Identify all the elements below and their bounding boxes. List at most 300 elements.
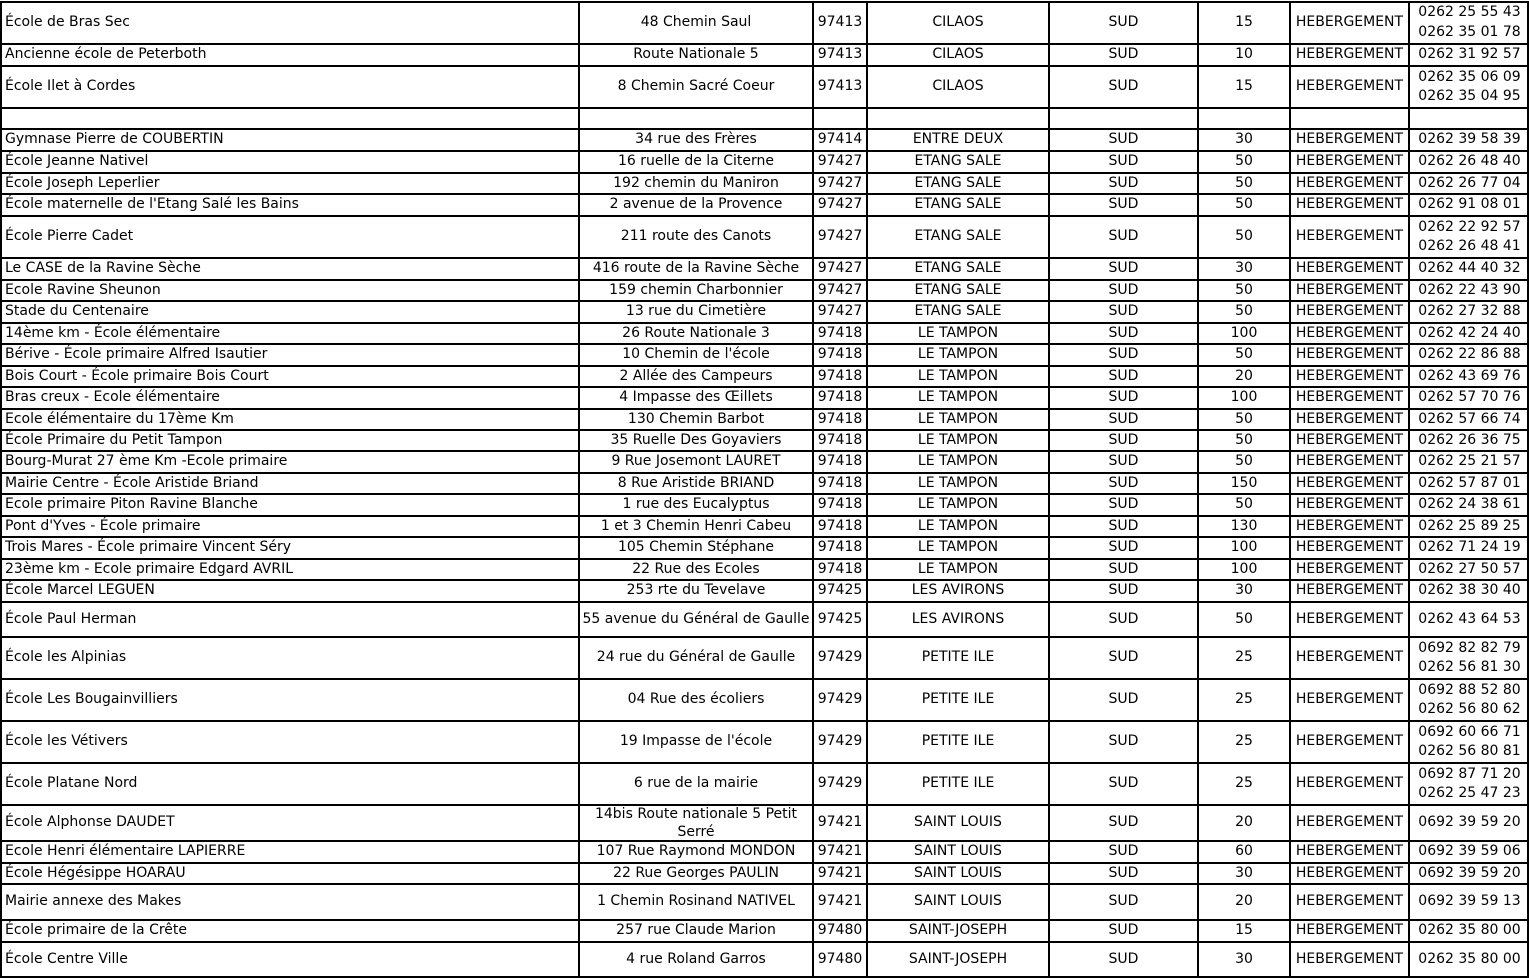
cell-address[interactable]: [580, 2, 812, 43]
cell-capacity[interactable]: [1199, 538, 1289, 558]
cell-city[interactable]: [868, 302, 1048, 322]
cell-address[interactable]: [580, 603, 812, 636]
cell-zone[interactable]: [1050, 217, 1197, 257]
cell-postal-code[interactable]: [814, 67, 866, 107]
cell-postal-code[interactable]: [814, 388, 866, 408]
cell-capacity[interactable]: [1199, 842, 1289, 862]
cell-postal-code[interactable]: [814, 806, 866, 840]
cell-type[interactable]: [1291, 603, 1408, 636]
cell-city[interactable]: [868, 764, 1048, 804]
cell-zone[interactable]: [1050, 638, 1197, 678]
cell-name-text: Bras creux - Ecole élémentaire: [5, 389, 220, 406]
cell-type[interactable]: [1291, 943, 1408, 976]
cell-zone[interactable]: [1050, 806, 1197, 840]
cell-capacity[interactable]: [1199, 764, 1289, 804]
cell-phone[interactable]: [1410, 581, 1529, 601]
cell-capacity[interactable]: [1199, 302, 1289, 322]
cell-address[interactable]: [580, 367, 812, 386]
cell-city[interactable]: [868, 388, 1048, 408]
cell-city[interactable]: [868, 680, 1048, 720]
cell-phone[interactable]: [1410, 345, 1529, 365]
cell-address[interactable]: [580, 67, 812, 107]
cell-address[interactable]: [580, 638, 812, 678]
cell-phone[interactable]: [1410, 2, 1529, 43]
cell-zone[interactable]: [1050, 281, 1197, 300]
cell-type[interactable]: [1291, 638, 1408, 678]
cell-postal-code[interactable]: [814, 367, 866, 386]
cell-address[interactable]: [580, 174, 812, 193]
cell-postal-code[interactable]: [814, 921, 866, 941]
cell-phone[interactable]: [1410, 130, 1529, 150]
cell-phone[interactable]: [1410, 152, 1529, 172]
cell-capacity[interactable]: [1199, 452, 1289, 472]
cell-postal-code[interactable]: [814, 764, 866, 804]
cell-name[interactable]: [2, 324, 578, 343]
cell-name[interactable]: [2, 885, 578, 919]
cell-capacity[interactable]: [1199, 345, 1289, 365]
cell-name[interactable]: [2, 864, 578, 883]
cell-name[interactable]: [2, 680, 578, 720]
cell-zone[interactable]: [1050, 367, 1197, 386]
cell-city[interactable]: [868, 864, 1048, 883]
cell-phone[interactable]: [1410, 638, 1529, 678]
cell-name[interactable]: [2, 921, 578, 941]
cell-phone[interactable]: [1410, 174, 1529, 193]
cell-type[interactable]: [1291, 764, 1408, 804]
cell-postal-code[interactable]: [814, 603, 866, 636]
cell-address[interactable]: [580, 281, 812, 300]
cell-phone[interactable]: [1410, 495, 1529, 515]
cell-capacity[interactable]: [1199, 130, 1289, 150]
cell-city[interactable]: [868, 495, 1048, 515]
cell-type[interactable]: [1291, 921, 1408, 941]
cell-capacity[interactable]: [1199, 680, 1289, 720]
cell-type[interactable]: [1291, 581, 1408, 601]
cell-type[interactable]: [1291, 864, 1408, 883]
cell-postal-code[interactable]: [814, 474, 866, 493]
cell-address[interactable]: [580, 431, 812, 450]
cell-postal-code[interactable]: [814, 431, 866, 450]
cell-type[interactable]: [1291, 538, 1408, 558]
cell-zone[interactable]: [1050, 495, 1197, 515]
cell-phone[interactable]: [1410, 474, 1529, 493]
cell-city[interactable]: [868, 943, 1048, 976]
cell-type[interactable]: [1291, 324, 1408, 343]
cell-capacity[interactable]: [1199, 388, 1289, 408]
phone-number: 0262 22 86 88: [1418, 346, 1521, 363]
cell-phone[interactable]: [1410, 764, 1529, 804]
cell-name[interactable]: [2, 45, 578, 65]
cell-capacity[interactable]: [1199, 45, 1289, 65]
cell-zone[interactable]: [1050, 2, 1197, 43]
cell-address-text: 416 route de la Ravine Sèche: [592, 260, 800, 277]
cell-capacity[interactable]: [1199, 943, 1289, 976]
cell-city[interactable]: [868, 324, 1048, 343]
cell-city[interactable]: [868, 195, 1048, 215]
cell-city[interactable]: [868, 538, 1048, 558]
cell-type[interactable]: [1291, 410, 1408, 429]
cell-name[interactable]: [2, 388, 578, 408]
cell-type[interactable]: [1291, 2, 1408, 43]
phone-number: 0262 26 36 75: [1418, 431, 1521, 448]
cell-type[interactable]: [1291, 281, 1408, 300]
cell-zone[interactable]: [1050, 152, 1197, 172]
cell-phone[interactable]: [1410, 517, 1529, 536]
cell-type[interactable]: [1291, 152, 1408, 172]
cell-type[interactable]: [1291, 722, 1408, 762]
cell-type[interactable]: [1291, 560, 1408, 579]
cell-postal-code[interactable]: [814, 452, 866, 472]
cell-name[interactable]: [2, 302, 578, 322]
cell-city[interactable]: [868, 281, 1048, 300]
cell-capacity[interactable]: [1199, 367, 1289, 386]
cell-name[interactable]: [2, 130, 578, 150]
cell-city[interactable]: [868, 474, 1048, 493]
cell-address[interactable]: [580, 764, 812, 804]
cell-capacity[interactable]: [1199, 603, 1289, 636]
phone-list: [1418, 410, 1520, 429]
cell-address[interactable]: [580, 921, 812, 941]
cell-postal-code-text: 97418: [817, 560, 863, 577]
cell-name[interactable]: [2, 452, 578, 472]
cell-city[interactable]: [868, 217, 1048, 257]
cell-zone[interactable]: [1050, 67, 1197, 107]
cell-phone[interactable]: [1410, 603, 1529, 636]
cell-phone[interactable]: [1410, 302, 1529, 322]
cell-name[interactable]: [2, 581, 578, 601]
cell-address[interactable]: [580, 806, 812, 840]
cell-name[interactable]: [2, 67, 578, 107]
cell-address[interactable]: [580, 474, 812, 493]
cell-capacity[interactable]: [1199, 152, 1289, 172]
cell-type[interactable]: [1291, 431, 1408, 450]
cell-name[interactable]: [2, 764, 578, 804]
cell-address[interactable]: [580, 302, 812, 322]
cell-zone[interactable]: [1050, 764, 1197, 804]
cell-name[interactable]: [2, 431, 578, 450]
cell-name[interactable]: [2, 259, 578, 279]
cell-address[interactable]: [580, 152, 812, 172]
cell-name[interactable]: [2, 722, 578, 762]
cell-zone[interactable]: [1050, 842, 1197, 862]
cell-type[interactable]: [1291, 67, 1408, 107]
cell-capacity[interactable]: [1199, 2, 1289, 43]
cell-address[interactable]: [580, 943, 812, 976]
cell-postal-code[interactable]: [814, 174, 866, 193]
cell-capacity[interactable]: [1199, 67, 1289, 107]
cell-address[interactable]: [580, 259, 812, 279]
cell-type[interactable]: [1291, 130, 1408, 150]
cell-city[interactable]: [868, 517, 1048, 536]
cell-address[interactable]: [580, 324, 812, 343]
cell-type[interactable]: [1291, 885, 1408, 919]
cell-name[interactable]: [2, 410, 578, 429]
cell-phone[interactable]: [1410, 45, 1529, 65]
cell-capacity[interactable]: [1199, 474, 1289, 493]
cell-zone[interactable]: [1050, 45, 1197, 65]
cell-name[interactable]: [2, 603, 578, 636]
cell-capacity[interactable]: [1199, 109, 1289, 128]
cell-postal-code[interactable]: [814, 152, 866, 172]
cell-phone[interactable]: [1410, 367, 1529, 386]
cell-type[interactable]: [1291, 174, 1408, 193]
cell-type[interactable]: [1291, 45, 1408, 65]
cell-zone[interactable]: [1050, 474, 1197, 493]
cell-name[interactable]: [2, 345, 578, 365]
cell-postal-code[interactable]: [814, 680, 866, 720]
cell-phone[interactable]: [1410, 560, 1529, 579]
cell-name[interactable]: [2, 217, 578, 257]
cell-name-text: École primaire de la Crête: [5, 922, 188, 939]
cell-city[interactable]: [868, 130, 1048, 150]
cell-phone[interactable]: [1410, 410, 1529, 429]
cell-capacity[interactable]: [1199, 281, 1289, 300]
cell-postal-code[interactable]: [814, 517, 866, 536]
cell-phone[interactable]: [1410, 195, 1529, 215]
cell-postal-code[interactable]: [814, 130, 866, 150]
cell-capacity-text: 50: [1235, 228, 1253, 245]
cell-phone[interactable]: [1410, 943, 1529, 976]
cell-city[interactable]: [868, 921, 1048, 941]
cell-name[interactable]: [2, 538, 578, 558]
cell-city[interactable]: [868, 842, 1048, 862]
cell-type[interactable]: [1291, 195, 1408, 215]
cell-city[interactable]: [868, 410, 1048, 429]
cell-zone[interactable]: [1050, 581, 1197, 601]
cell-address[interactable]: [580, 217, 812, 257]
cell-type[interactable]: [1291, 806, 1408, 840]
cell-name[interactable]: [2, 806, 578, 840]
cell-city[interactable]: [868, 885, 1048, 919]
cell-capacity[interactable]: [1199, 722, 1289, 762]
cell-capacity[interactable]: [1199, 864, 1289, 883]
cell-capacity[interactable]: [1199, 806, 1289, 840]
cell-phone[interactable]: [1410, 388, 1529, 408]
cell-type[interactable]: [1291, 217, 1408, 257]
cell-capacity[interactable]: [1199, 324, 1289, 343]
cell-zone[interactable]: [1050, 130, 1197, 150]
cell-postal-code[interactable]: [814, 638, 866, 678]
cell-city[interactable]: [868, 152, 1048, 172]
cell-city[interactable]: [868, 67, 1048, 107]
cell-name[interactable]: [2, 474, 578, 493]
cell-zone[interactable]: [1050, 517, 1197, 536]
cell-city[interactable]: [868, 638, 1048, 678]
cell-city[interactable]: [868, 806, 1048, 840]
cell-type[interactable]: [1291, 259, 1408, 279]
cell-phone[interactable]: [1410, 452, 1529, 472]
cell-name[interactable]: [2, 943, 578, 976]
cell-capacity[interactable]: [1199, 410, 1289, 429]
cell-phone[interactable]: [1410, 324, 1529, 343]
cell-name[interactable]: [2, 109, 578, 128]
cell-address[interactable]: [580, 109, 812, 128]
cell-zone[interactable]: [1050, 864, 1197, 883]
cell-capacity[interactable]: [1199, 495, 1289, 515]
cell-name[interactable]: [2, 174, 578, 193]
cell-name[interactable]: [2, 495, 578, 515]
cell-postal-code[interactable]: [814, 2, 866, 43]
cell-city[interactable]: [868, 45, 1048, 65]
cell-zone[interactable]: [1050, 174, 1197, 193]
cell-phone[interactable]: [1410, 109, 1529, 128]
cell-postal-code[interactable]: [814, 495, 866, 515]
cell-postal-code[interactable]: [814, 842, 866, 862]
cell-type[interactable]: [1291, 367, 1408, 386]
cell-postal-code[interactable]: [814, 259, 866, 279]
cell-city[interactable]: [868, 560, 1048, 579]
cell-city[interactable]: [868, 431, 1048, 450]
cell-postal-code[interactable]: [814, 217, 866, 257]
cell-zone[interactable]: [1050, 388, 1197, 408]
cell-zone[interactable]: [1050, 324, 1197, 343]
cell-postal-code[interactable]: [814, 722, 866, 762]
cell-city[interactable]: [868, 2, 1048, 43]
cell-zone[interactable]: [1050, 410, 1197, 429]
cell-zone[interactable]: [1050, 538, 1197, 558]
cell-zone[interactable]: [1050, 603, 1197, 636]
cell-name[interactable]: [2, 560, 578, 579]
cell-type[interactable]: [1291, 388, 1408, 408]
cell-capacity[interactable]: [1199, 560, 1289, 579]
cell-type[interactable]: [1291, 452, 1408, 472]
cell-name[interactable]: [2, 152, 578, 172]
cell-address[interactable]: [580, 680, 812, 720]
cell-address[interactable]: [580, 560, 812, 579]
cell-address[interactable]: [580, 45, 812, 65]
cell-type[interactable]: [1291, 517, 1408, 536]
cell-city[interactable]: [868, 174, 1048, 193]
cell-name[interactable]: [2, 638, 578, 678]
cell-name[interactable]: [2, 842, 578, 862]
cell-zone[interactable]: [1050, 560, 1197, 579]
cell-zone[interactable]: [1050, 195, 1197, 215]
cell-phone[interactable]: [1410, 680, 1529, 720]
cell-address[interactable]: [580, 538, 812, 558]
cell-zone[interactable]: [1050, 943, 1197, 976]
cell-zone[interactable]: [1050, 680, 1197, 720]
cell-phone[interactable]: [1410, 806, 1529, 840]
cell-address[interactable]: [580, 885, 812, 919]
cell-postal-code[interactable]: [814, 281, 866, 300]
cell-capacity[interactable]: [1199, 217, 1289, 257]
cell-phone[interactable]: [1410, 842, 1529, 862]
cell-address[interactable]: [580, 452, 812, 472]
cell-address[interactable]: [580, 410, 812, 429]
cell-capacity-text: 20: [1235, 814, 1253, 831]
cell-capacity[interactable]: [1199, 638, 1289, 678]
cell-zone[interactable]: [1050, 921, 1197, 941]
cell-zone[interactable]: [1050, 885, 1197, 919]
cell-address-text: 8 Chemin Sacré Coeur: [617, 78, 775, 95]
cell-address[interactable]: [580, 345, 812, 365]
cell-zone[interactable]: [1050, 345, 1197, 365]
cell-type[interactable]: [1291, 680, 1408, 720]
cell-phone[interactable]: [1410, 864, 1529, 883]
cell-phone[interactable]: [1410, 538, 1529, 558]
cell-address[interactable]: [580, 517, 812, 536]
cell-type[interactable]: [1291, 302, 1408, 322]
cell-phone[interactable]: [1410, 281, 1529, 300]
cell-zone[interactable]: [1050, 259, 1197, 279]
cell-postal-code[interactable]: [814, 560, 866, 579]
cell-name[interactable]: [2, 195, 578, 215]
cell-type[interactable]: [1291, 474, 1408, 493]
cell-city[interactable]: [868, 109, 1048, 128]
cell-capacity[interactable]: [1199, 517, 1289, 536]
cell-city[interactable]: [868, 259, 1048, 279]
cell-postal-code[interactable]: [814, 864, 866, 883]
cell-phone[interactable]: [1410, 885, 1529, 919]
cell-city[interactable]: [868, 722, 1048, 762]
phone-list: [1418, 581, 1520, 600]
cell-zone[interactable]: [1050, 431, 1197, 450]
cell-zone[interactable]: [1050, 722, 1197, 762]
cell-postal-code[interactable]: [814, 885, 866, 919]
cell-phone[interactable]: [1410, 921, 1529, 941]
cell-address[interactable]: [580, 722, 812, 762]
cell-address[interactable]: [580, 581, 812, 601]
cell-type[interactable]: [1291, 109, 1408, 128]
cell-city[interactable]: [868, 452, 1048, 472]
cell-zone[interactable]: [1050, 302, 1197, 322]
cell-city[interactable]: [868, 367, 1048, 386]
phone-list: [1418, 431, 1520, 450]
cell-postal-code[interactable]: [814, 109, 866, 128]
cell-address[interactable]: [580, 842, 812, 862]
cell-capacity[interactable]: [1199, 885, 1289, 919]
cell-name[interactable]: [2, 2, 578, 43]
cell-name[interactable]: [2, 367, 578, 386]
cell-capacity[interactable]: [1199, 581, 1289, 601]
cell-phone[interactable]: [1410, 67, 1529, 107]
cell-postal-code[interactable]: [814, 345, 866, 365]
cell-capacity[interactable]: [1199, 431, 1289, 450]
cell-postal-code[interactable]: [814, 324, 866, 343]
cell-address[interactable]: [580, 495, 812, 515]
cell-phone[interactable]: [1410, 722, 1529, 762]
cell-address[interactable]: [580, 388, 812, 408]
cell-postal-code[interactable]: [814, 538, 866, 558]
cell-postal-code[interactable]: [814, 302, 866, 322]
cell-address[interactable]: [580, 130, 812, 150]
cell-capacity[interactable]: [1199, 921, 1289, 941]
cell-capacity[interactable]: [1199, 259, 1289, 279]
cell-phone[interactable]: [1410, 259, 1529, 279]
cell-city[interactable]: [868, 603, 1048, 636]
cell-type[interactable]: [1291, 495, 1408, 515]
cell-type[interactable]: [1291, 345, 1408, 365]
cell-phone[interactable]: [1410, 431, 1529, 450]
cell-name[interactable]: [2, 517, 578, 536]
cell-address[interactable]: [580, 195, 812, 215]
cell-postal-code[interactable]: [814, 195, 866, 215]
cell-type[interactable]: [1291, 842, 1408, 862]
cell-phone[interactable]: [1410, 217, 1529, 257]
cell-postal-code[interactable]: [814, 581, 866, 601]
cell-capacity[interactable]: [1199, 195, 1289, 215]
cell-name[interactable]: [2, 281, 578, 300]
cell-city[interactable]: [868, 581, 1048, 601]
cell-postal-code[interactable]: [814, 45, 866, 65]
cell-postal-code[interactable]: [814, 410, 866, 429]
cell-postal-code[interactable]: [814, 943, 866, 976]
cell-capacity[interactable]: [1199, 174, 1289, 193]
cell-city[interactable]: [868, 345, 1048, 365]
cell-zone[interactable]: [1050, 452, 1197, 472]
cell-zone[interactable]: [1050, 109, 1197, 128]
cell-address[interactable]: [580, 864, 812, 883]
